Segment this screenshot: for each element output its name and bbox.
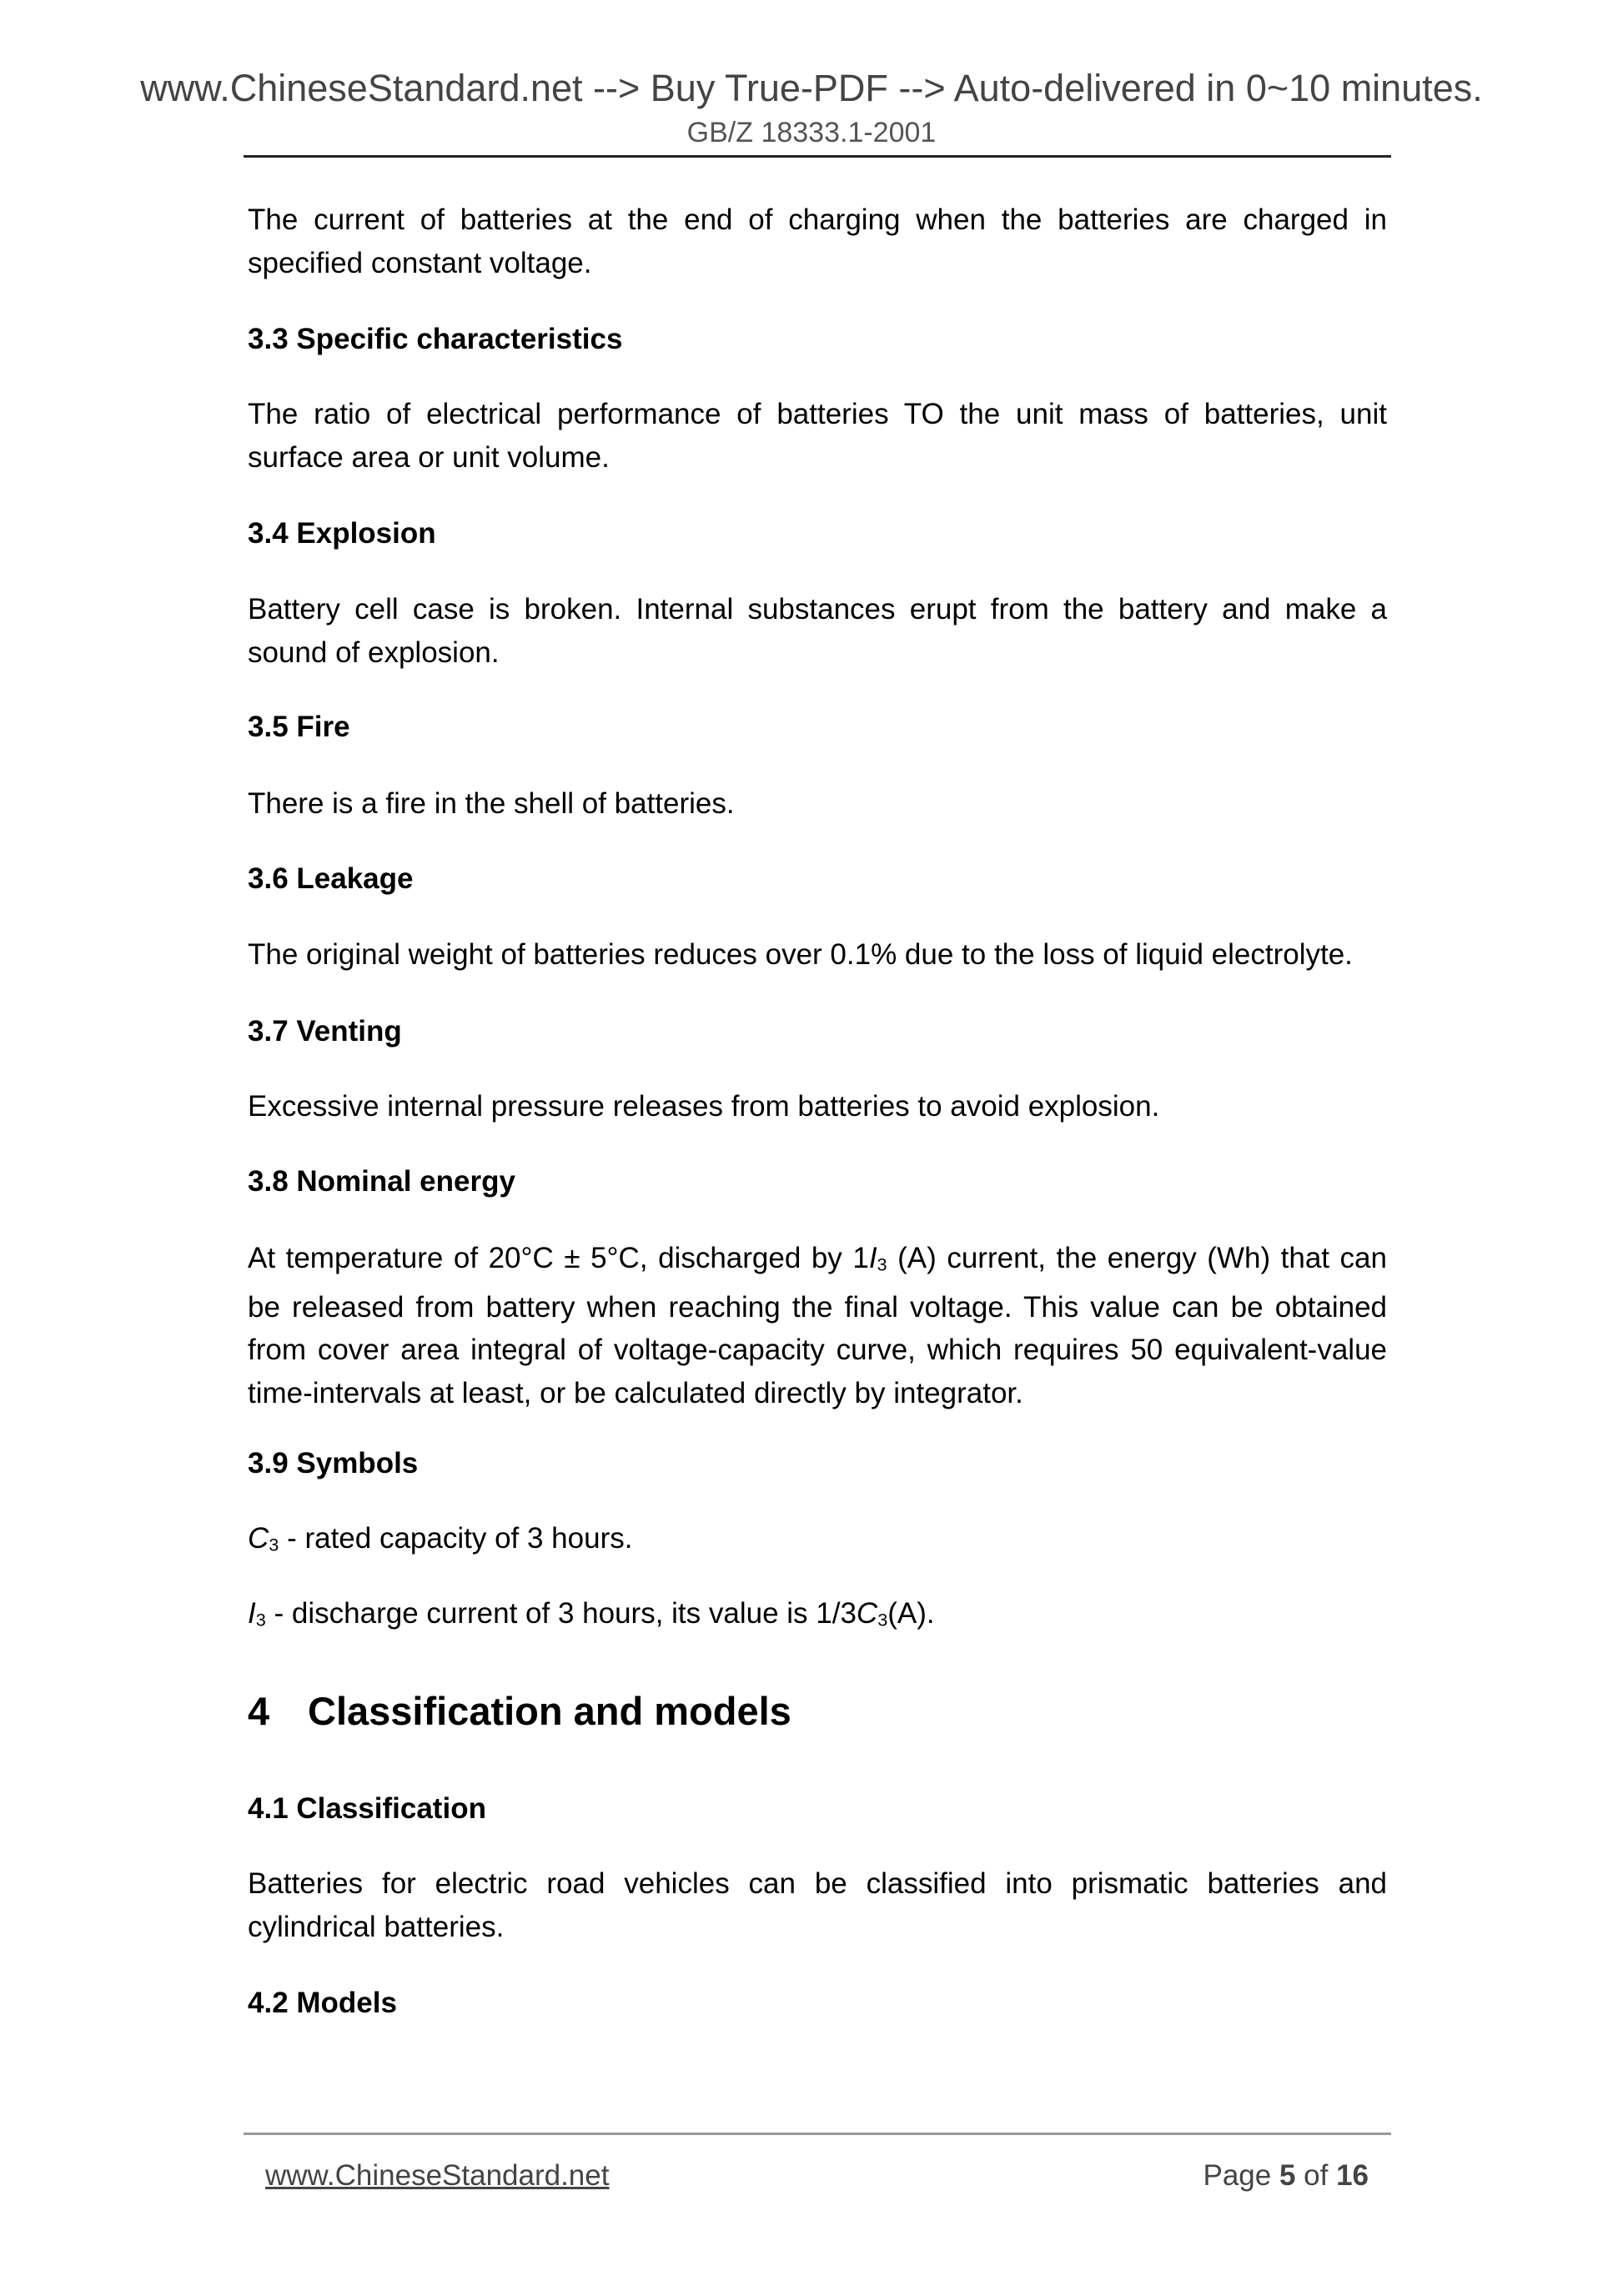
- current-page: 5: [1279, 2159, 1296, 2192]
- subscript: 3: [877, 1254, 887, 1275]
- footer-site-link[interactable]: www.ChineseStandard.net: [265, 2159, 610, 2192]
- section-3-5-text: There is a fire in the shell of batteries.: [248, 787, 735, 820]
- section-3-4-text: Battery cell case is broken. Internal substances erupt from the battery and make a sound of explosion.: [248, 593, 1387, 669]
- section-3-6-text: The original weight of batteries reduces over 0.1% due to the loss of liquid electrolyte.: [248, 938, 1353, 971]
- chapter-4-heading: [248, 1688, 791, 1735]
- page-indicator: [1203, 2158, 1369, 2193]
- chapter-title: Classification and models: [308, 1689, 791, 1733]
- section-3-9-heading: 3.9 Symbols: [248, 1447, 419, 1480]
- section-3-4-heading: 3.4 Explosion: [248, 517, 436, 550]
- total-pages: 16: [1336, 2159, 1369, 2192]
- subscript: 3: [877, 1609, 888, 1630]
- chapter-number: 4: [248, 1689, 270, 1733]
- header-divider: [244, 155, 1391, 158]
- subscript: 3: [255, 1609, 266, 1630]
- intro-paragraph: The current of batteries at the end of charging when the batteries are charged in specified constant voltage.: [248, 203, 1387, 279]
- subscript: 3: [269, 1534, 279, 1555]
- section-4-1-heading: 4.1 Classification: [248, 1792, 486, 1825]
- page-label: Page: [1203, 2159, 1279, 2192]
- header-banner: www.ChineseStandard.net --> Buy True-PDF --> Auto-delivered in 0~10 minutes.: [140, 67, 1483, 109]
- section-4-2-heading: 4.2 Models: [248, 1987, 397, 2019]
- text: (A) current, the energy (Wh) that can be released from battery when reaching the final voltage. This value can be obtained from cover area integral of voltage-capacity curve, which requires 50 equivalent-value time-intervals at least, or be calculated directly by integrator.: [248, 1242, 1387, 1409]
- symbol: C: [856, 1597, 878, 1630]
- section-3-5-heading: 3.5 Fire: [248, 711, 350, 743]
- text: (A).: [887, 1597, 935, 1630]
- section-4-1-text: Batteries for electric road vehicles can be classified into prismatic batteries and cylindrical batteries.: [248, 1867, 1387, 1943]
- section-3-8-text: [248, 1237, 1387, 1414]
- standard-code: GB/Z 18333.1-2001: [686, 117, 937, 148]
- symbol-i3-definition: [248, 1592, 1387, 1641]
- section-3-8-heading: 3.8 Nominal energy: [248, 1165, 515, 1198]
- symbol: I: [248, 1597, 256, 1630]
- section-3-7-text: Excessive internal pressure releases from batteries to avoid explosion.: [248, 1090, 1160, 1123]
- page-label: of: [1295, 2159, 1337, 2192]
- text: At temperature of 20°C ± 5°C, discharged by 1: [248, 1242, 869, 1274]
- section-3-6-heading: 3.6 Leakage: [248, 862, 414, 895]
- symbol: C: [248, 1522, 269, 1555]
- symbol: I: [868, 1242, 877, 1274]
- section-3-3-text: The ratio of electrical performance of batteries TO the unit mass of batteries, unit surface area or unit volume.: [248, 398, 1387, 474]
- text: - rated capacity of 3 hours.: [279, 1522, 633, 1555]
- symbol-c3-definition: [248, 1517, 1387, 1566]
- section-3-3-heading: 3.3 Specific characteristics: [248, 323, 623, 355]
- text: - discharge current of 3 hours, its value is 1/3: [265, 1597, 857, 1630]
- footer-divider: [244, 2133, 1391, 2135]
- section-3-7-heading: 3.7 Venting: [248, 1015, 402, 1048]
